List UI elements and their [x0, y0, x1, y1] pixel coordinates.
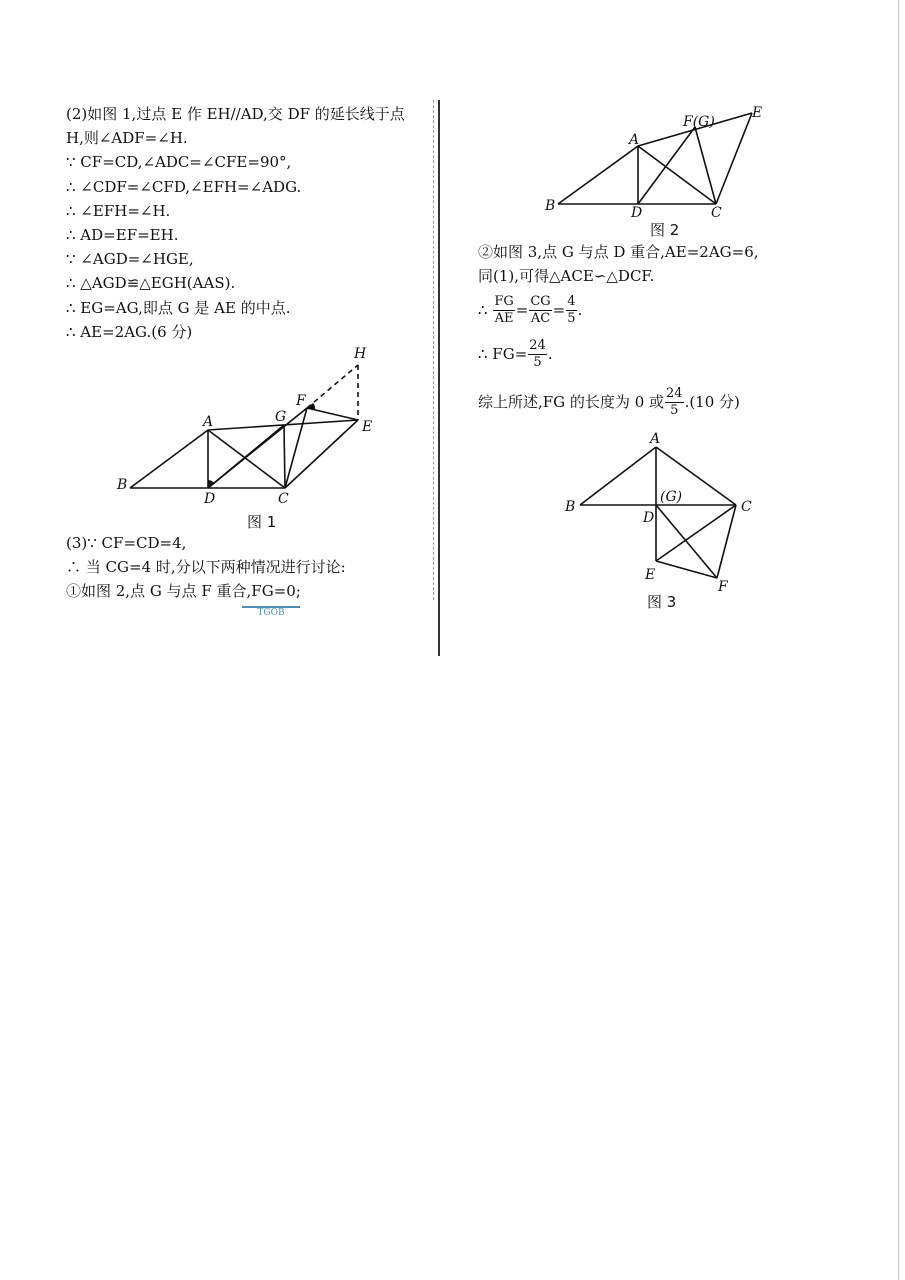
- solution-line: ∴ AE=2AG.(6 分): [66, 322, 193, 341]
- solution-line: ∴ EG=AG,即点 G 是 AE 的中点.: [66, 298, 291, 317]
- fig1-label: B: [117, 477, 128, 493]
- equals-sign: =: [515, 301, 529, 320]
- ratio-line: [478, 288, 878, 332]
- fraction-numerator: 4: [567, 293, 576, 309]
- fraction-24-5: [665, 386, 684, 419]
- page-edge-line: [898, 0, 899, 1280]
- fig1-segment-fh: [307, 365, 358, 408]
- figure-3-caption: 图 3: [647, 593, 677, 611]
- fig1-segment-cg: [284, 425, 285, 488]
- right-column: [478, 240, 878, 424]
- fig1-segment-ce: [285, 420, 358, 488]
- fg-result-line: [478, 332, 878, 376]
- solution-line: 同(1),可得△ACE∽△DCF.: [478, 267, 655, 286]
- column-divider-dotted: [433, 100, 434, 600]
- period: .: [577, 301, 583, 320]
- column-divider: [438, 100, 440, 656]
- fig3-label: (G): [660, 489, 683, 505]
- fig3-label: D: [643, 510, 655, 526]
- fg-prefix: ∴ FG=: [478, 345, 528, 364]
- fraction-fg-ae: [493, 294, 514, 327]
- fraction-numerator: CG: [530, 293, 551, 309]
- fraction-numerator: FG: [494, 293, 514, 309]
- solution-line: (2)如图 1,过点 E 作 EH//AD,交 DF 的延长线于点: [66, 105, 405, 123]
- fig3-segment-ba: [580, 447, 656, 505]
- fig1-label: H: [354, 346, 367, 362]
- fraction-denominator: 5: [533, 354, 542, 370]
- solution-line: ∴ AD=EF=EH.: [66, 225, 179, 244]
- fig1-segment-df: [208, 408, 307, 488]
- therefore-symbol: ∴: [478, 301, 488, 320]
- fig3-label: F: [718, 579, 728, 595]
- fig1-label: C: [278, 491, 289, 507]
- solution-line: ∵ ∠AGD=∠HGE,: [66, 250, 194, 269]
- fig3-segment-df: [656, 505, 717, 578]
- fig2-label: A: [629, 132, 640, 148]
- left-column: [66, 102, 431, 344]
- solution-line: ∴ △AGD≌△EGH(AAS).: [66, 274, 236, 293]
- fraction-numerator: 24: [666, 385, 683, 401]
- fig1-segment-ba: [130, 430, 208, 488]
- solution-line: ∴ ∠CDF=∠CFD,∠EFH=∠ADG.: [66, 177, 302, 196]
- fig2-label: F(G): [683, 114, 715, 130]
- solution-line: ∴ 当 CG=4 时,分以下两种情况进行讨论:: [66, 558, 346, 577]
- fig3-label: A: [650, 431, 661, 447]
- summary-prefix: 综上所述,FG 的长度为 0 或: [478, 393, 665, 412]
- fig2-label: D: [631, 205, 643, 221]
- fraction-denominator: AC: [530, 310, 551, 326]
- fig3-label: C: [741, 499, 752, 515]
- figure-1: [110, 340, 390, 510]
- solution-line: H,则∠ADF=∠H.: [66, 129, 188, 148]
- fig2-segment-ac: [638, 146, 716, 204]
- fig3-segment-ef: [656, 561, 717, 578]
- equals-sign: =: [552, 301, 566, 320]
- fig1-segment-cf: [285, 408, 307, 488]
- solution-line: (3)∵ CF=CD=4,: [66, 534, 187, 552]
- summary-line: [478, 380, 878, 424]
- fig1-label: D: [204, 491, 216, 507]
- fig2-segment-cf: [695, 127, 716, 204]
- figure-2-caption: 图 2: [650, 221, 680, 239]
- fraction-denominator: AE: [494, 310, 514, 326]
- summary-end: .(10 分): [684, 393, 740, 412]
- solution-line: ∵ CF=CD,∠ADC=∠CFE=90°,: [66, 153, 292, 172]
- solution-line: ①如图 2,点 G 与点 F 重合,FG=0;: [66, 582, 301, 601]
- fig3-label: B: [565, 499, 576, 515]
- part-3-block: [66, 531, 431, 604]
- fraction-denominator: 5: [670, 402, 679, 418]
- fig3-label: E: [645, 567, 656, 583]
- fig2-label: E: [752, 105, 763, 121]
- figure-1-caption: 图 1: [247, 513, 277, 531]
- fig2-label: B: [545, 198, 556, 214]
- fraction-24-5: [528, 338, 547, 371]
- fraction-denominator: 5: [567, 310, 576, 326]
- fig2-segment-ba: [558, 146, 638, 204]
- solution-line: ∴ ∠EFH=∠H.: [66, 201, 171, 220]
- fraction-numerator: 24: [529, 337, 546, 353]
- fig2-label: C: [711, 205, 722, 221]
- fig1-label: A: [203, 414, 214, 430]
- fig2-segment-ce: [716, 113, 752, 204]
- solution-line: ②如图 3,点 G 与点 D 重合,AE=2AG=6,: [478, 243, 759, 261]
- stamp-mark: TGOB: [242, 606, 300, 618]
- period: .: [547, 345, 553, 364]
- fraction-4-5: [566, 294, 576, 327]
- fig1-label: F: [296, 393, 306, 409]
- fig1-label: E: [362, 419, 373, 435]
- figure-2: [540, 100, 780, 220]
- fraction-cg-ac: [529, 294, 551, 327]
- fig1-label: G: [275, 409, 287, 425]
